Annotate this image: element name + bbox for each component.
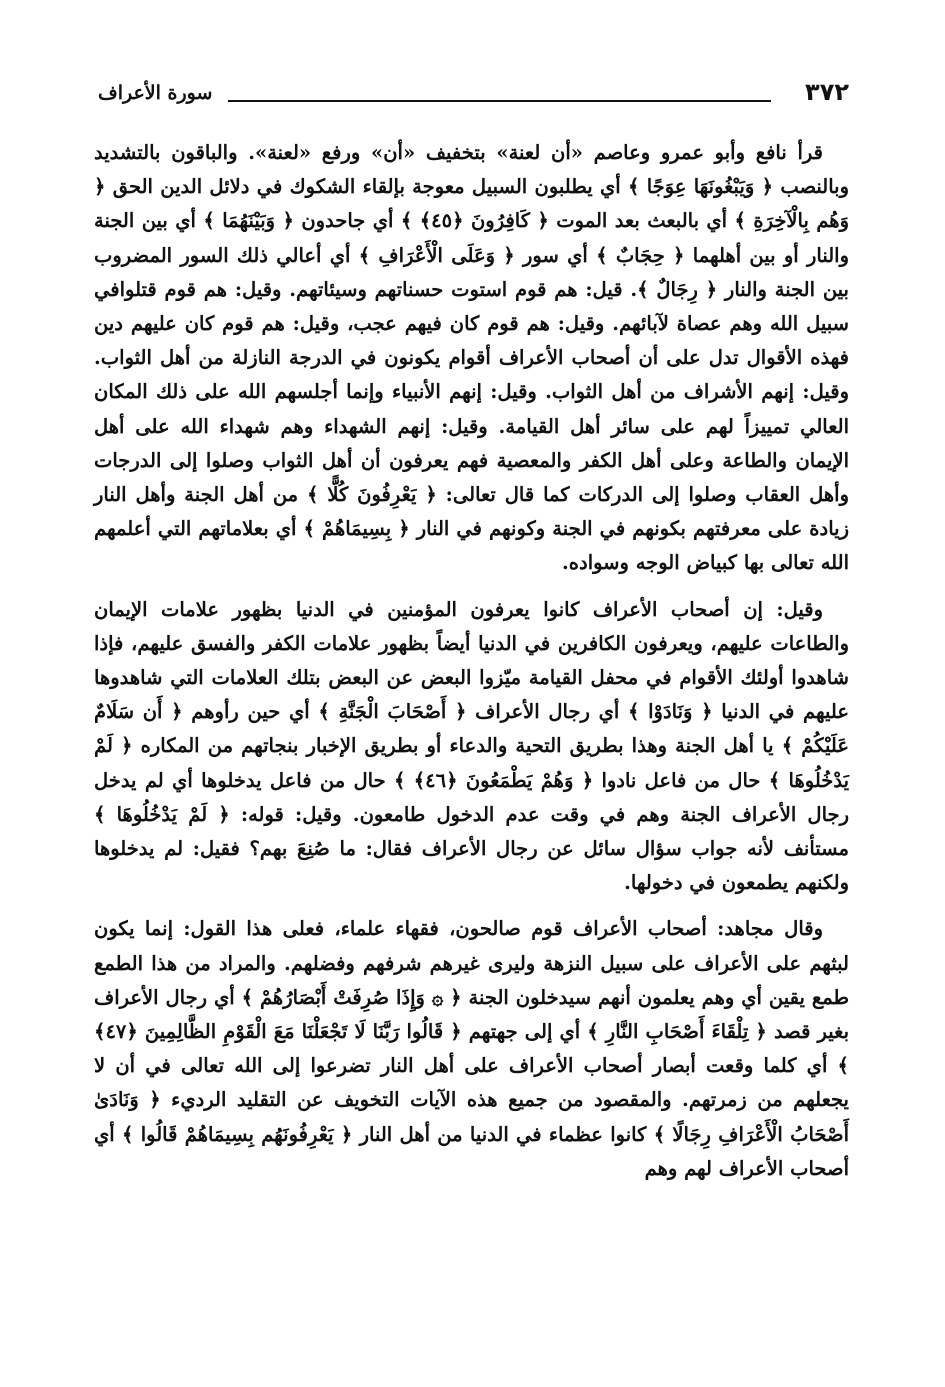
page-number: ٣٧٢ bbox=[805, 78, 849, 106]
paragraph: قرأ نافع وأبو عمرو وعاصم «أن لعنة» بتخفيف «أن» ورفع «لعنة». والباقون بالتشديد وبالنصب ﴿ وَيَبْغُونَهَا عِوَجًا ﴾ أي يطلبون السبيل معوجة بإلقاء الشكوك في دلائل الدين الحق ﴿ وَهُم بِالْآخِرَةِ ﴾ أي بالبعث بعد الموت ﴿ كَافِرُونَ ﴿٤٥﴾ ﴾ أي جاحدون ﴿ وَبَيْنَهُمَا ﴾ أي بين الجنة والنار أو بين أهلهما ﴿ حِجَابٌ ﴾ أي سور ﴿ وَعَلَى الْأَعْرَافِ ﴾ أي أعالي ذلك السور المضروب بين الجنة والنار ﴿ رِجَالٌ ﴾. قيل: هم قوم استوت حسناتهم وسيئاتهم. وقيل: هم قوم قتلوافي سبيل الله وهم عصاة لآبائهم. وقيل: هم قوم كان فيهم عجب، وقيل: هم قوم كان عليهم دين فهذه الأقوال تدل على أن أصحاب الأعراف أقوام يكونون في الدرجة النازلة من أهل الثواب. وقيل: إنهم الأشراف من أهل الثواب. وقيل: إنهم الأنبياء وإنما أجلسهم الله على ذلك المكان العالي تمييزاً لهم على سائر أهل القيامة. وقيل: إنهم الشهداء وهم شهداء الله على أهل الإيمان والطاعة وعلى أهل الكفر والمعصية فهم يعرفون أن أهل الثواب وصلوا إلى الدرجات وأهل العقاب وصلوا إلى الدركات كما قال تعالى: ﴿ يَعْرِفُونَ كُلًّا ﴾ من أهل الجنة وأهل النار زيادة على معرفتهم بكونهم في الجنة وكونهم في النار ﴿ بِسِيمَاهُمْ ﴾ أي بعلاماتهم التي أعلمهم الله تعالى بها كبياض الوجه وسواده. bbox=[94, 141, 849, 575]
page-header bbox=[98, 78, 849, 112]
paragraph: وقيل: إن أصحاب الأعراف كانوا يعرفون المؤمنين في الدنيا بظهور علامات الإيمان والطاعات عليهم، ويعرفون الكافرين في الدنيا أيضاً بظهور علامات الكفر والفسق عليهم، فإذا شاهدوا أولئك الأقوام في محفل القيامة ميّزوا البعض عن البعض بتلك العلامات التي شاهدوها عليهم في الدنيا ﴿ وَنَادَوْا ﴾ أي رجال الأعراف ﴿ أَصْحَابَ الْجَنَّةِ ﴾ أي حين رأوهم ﴿ أَن سَلَامٌ عَلَيْكُمْ ﴾ يا أهل الجنة وهذا بطريق التحية والدعاء أو بطريق الإخبار بنجاتهم من المكاره ﴿ لَمْ يَدْخُلُوهَا ﴾ حال من فاعل نادوا ﴿ وَهُمْ يَطْمَعُونَ ﴿٤٦﴾ ﴾ حال من فاعل يدخلوها أي لم يدخل رجال الأعراف الجنة وهم في وقت عدم الدخول طامعون. وقيل: قوله: ﴿ لَمْ يَدْخُلُوهَا ﴾ مستأنف لأنه جواب سؤال سائل عن رجال الأعراف فقال: ما صُنِعَ بهم؟ فقيل: لم يدخلوها ولكنهم يطمعون في دخولها. bbox=[94, 597, 849, 895]
surah-title: سورة الأعراف bbox=[98, 82, 213, 104]
header-divider bbox=[228, 100, 771, 102]
paragraph: وقال مجاهد: أصحاب الأعراف قوم صالحون، فقهاء علماء، فعلى هذا القول: إنما يكون لبثهم على الأعراف على سبيل النزهة وليرى غيرهم شرفهم وفضلهم. والمراد من هذا الطمع طمع يقين أي وهم يعلمون أنهم سيدخلون الجنة ﴿ ۞ وَإِذَا صُرِفَتْ أَبْصَارُهُمْ ﴾ أي رجال الأعراف بغير قصد ﴿ تِلْقَاءَ أَصْحَابِ النَّارِ ﴾ أي إلى جهتهم ﴿ قَالُوا رَبَّنَا لَا تَجْعَلْنَا مَعَ الْقَوْمِ الظَّالِمِينَ ﴿٤٧﴾ ﴾ أي كلما وقعت أبصار أصحاب الأعراف على أهل النار تضرعوا إلى الله تعالى في أن لا يجعلهم من زمرتهم. والمقصود من جميع هذه الآيات التخويف عن التقليد الرديء ﴿ وَنَادَىٰ أَصْحَابُ الْأَعْرَافِ رِجَالًا ﴾ كانوا عظماء في الدنيا من أهل النار ﴿ يَعْرِفُونَهُم بِسِيمَاهُمْ قَالُوا ﴾ أي أصحاب الأعراف لهم وهم bbox=[94, 917, 849, 1180]
body-text bbox=[94, 136, 849, 1186]
